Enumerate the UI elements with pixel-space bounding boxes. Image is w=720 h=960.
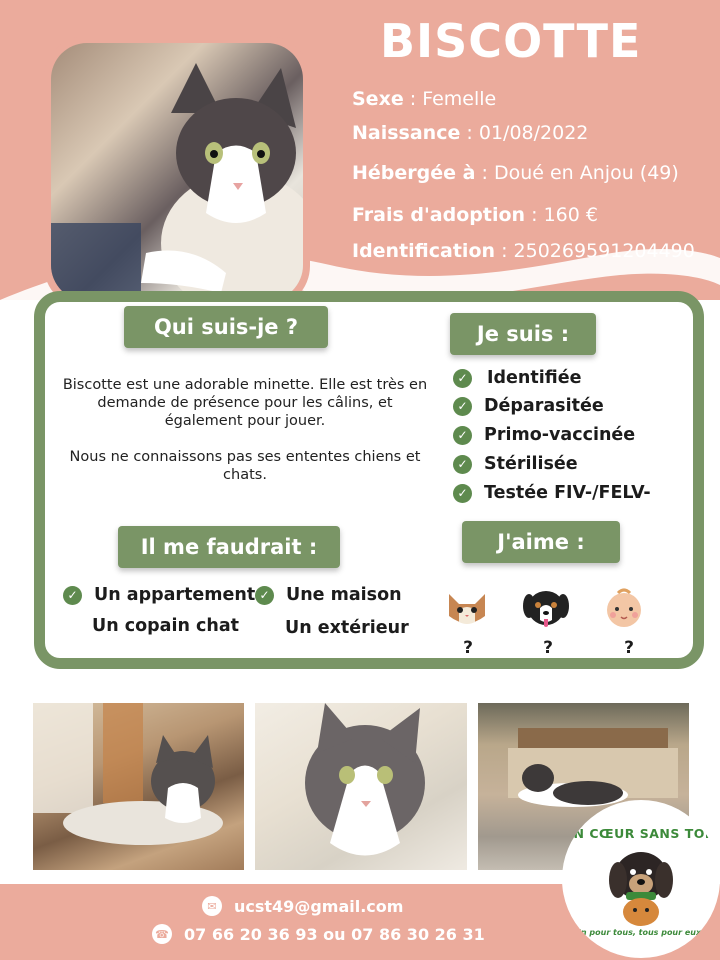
cat-illustration bbox=[51, 43, 303, 301]
cat-name-title: BISCOTTE bbox=[380, 14, 642, 68]
need-item bbox=[255, 585, 402, 605]
separator: : bbox=[501, 240, 514, 262]
info-sexe bbox=[352, 88, 496, 110]
phone-icon: ☎ bbox=[152, 924, 172, 944]
mail-icon: ✉ bbox=[202, 896, 222, 916]
info-naissance bbox=[352, 122, 588, 144]
status-label: Identifiée bbox=[487, 368, 582, 388]
status-item bbox=[453, 425, 635, 445]
hebergee-value: Doué en Anjou (49) bbox=[493, 162, 679, 184]
main-cat-photo bbox=[51, 43, 303, 301]
sexe-value: Femelle bbox=[422, 88, 497, 110]
description-paragraph-1: Biscotte est une adorable minette. Elle est très en demande de présence pour les câlins, et également pour jouer. bbox=[62, 377, 428, 429]
like-cats-answer: ? bbox=[463, 638, 473, 658]
need-item-plain: Un copain chat bbox=[92, 616, 240, 636]
check-icon: ✓ bbox=[63, 586, 82, 605]
contact-email bbox=[202, 896, 403, 916]
hebergee-label: Hébergée à bbox=[352, 162, 476, 184]
check-icon: ✓ bbox=[453, 455, 472, 474]
need-item bbox=[63, 585, 255, 605]
separator: : bbox=[409, 88, 423, 110]
status-label: Testée FIV-/FELV- bbox=[484, 483, 651, 503]
info-identification bbox=[352, 240, 695, 262]
description-paragraph-2: Nous ne connaissons pas ses ententes chiens et chats. bbox=[69, 449, 421, 483]
status-item bbox=[453, 454, 578, 474]
gallery-photo-1 bbox=[33, 703, 244, 870]
association-logo bbox=[562, 800, 720, 958]
phone-text: 07 66 20 36 93 ou 07 86 30 26 31 bbox=[184, 924, 485, 944]
sexe-label: Sexe bbox=[352, 88, 404, 110]
naissance-label: Naissance bbox=[352, 122, 461, 144]
main-cat-photo-frame bbox=[44, 36, 310, 308]
email-text: ucst49@gmail.com bbox=[234, 896, 404, 916]
need-item-plain: Un extérieur bbox=[285, 618, 409, 638]
je-suis-heading: Je suis : bbox=[450, 313, 596, 355]
il-me-faudrait-heading: Il me faudrait : bbox=[118, 526, 340, 568]
gallery-photo-2 bbox=[255, 703, 467, 870]
check-icon: ✓ bbox=[453, 369, 472, 388]
description bbox=[60, 376, 430, 484]
cat-icon bbox=[443, 584, 491, 632]
status-label: Primo-vaccinée bbox=[484, 425, 636, 445]
logo-dog-cat-illustration bbox=[606, 846, 676, 926]
status-item bbox=[453, 368, 581, 388]
logo-title: UN CŒUR SANS TOIT bbox=[562, 826, 720, 841]
separator: : bbox=[466, 122, 479, 144]
ident-label: Identification bbox=[352, 240, 496, 262]
status-label: Déparasitée bbox=[484, 396, 604, 416]
separator: : bbox=[531, 204, 544, 226]
check-icon: ✓ bbox=[453, 426, 472, 445]
cat-photo-art bbox=[255, 703, 467, 870]
info-hebergee bbox=[352, 162, 679, 184]
check-icon: ✓ bbox=[255, 586, 274, 605]
like-dogs-answer: ? bbox=[543, 638, 553, 658]
separator: : bbox=[481, 162, 494, 184]
logo-tagline: Un pour tous, tous pour eux ! bbox=[574, 928, 708, 937]
contact-phone bbox=[152, 924, 485, 944]
naissance-value: 01/08/2022 bbox=[478, 122, 589, 144]
jaime-heading: J'aime : bbox=[462, 521, 620, 563]
ident-value: 250269591204490 bbox=[513, 240, 695, 262]
qui-suis-je-heading: Qui suis-je ? bbox=[124, 306, 328, 348]
check-icon: ✓ bbox=[453, 397, 472, 416]
like-children-answer: ? bbox=[624, 638, 634, 658]
frais-value: 160 € bbox=[543, 204, 598, 226]
cat-photo-art bbox=[33, 703, 244, 870]
status-label: Stérilisée bbox=[484, 454, 578, 474]
info-frais bbox=[352, 204, 598, 226]
baby-icon bbox=[600, 584, 648, 632]
status-item bbox=[453, 396, 604, 416]
need-label: Une maison bbox=[286, 585, 402, 605]
check-icon: ✓ bbox=[453, 484, 472, 503]
frais-label: Frais d'adoption bbox=[352, 204, 526, 226]
dog-icon bbox=[522, 584, 570, 632]
need-label: Un appartement bbox=[94, 585, 256, 605]
status-item bbox=[453, 483, 651, 503]
